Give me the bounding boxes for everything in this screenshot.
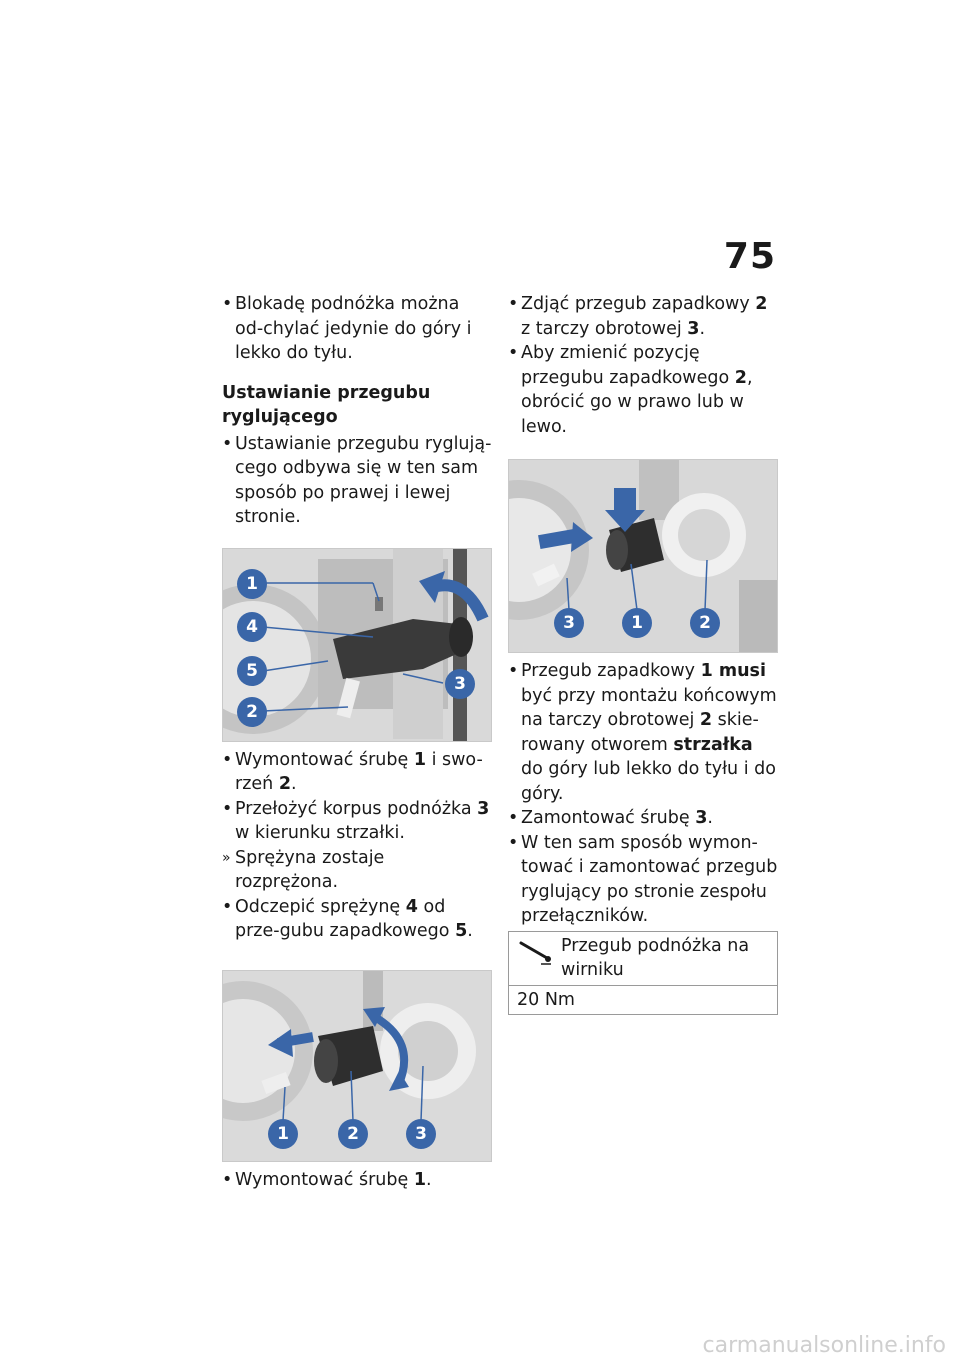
callout-3: 3	[406, 1119, 436, 1149]
bullet-glyph: •	[222, 749, 233, 770]
spec-label-cell	[509, 931, 778, 985]
callout-1: 1	[237, 569, 267, 599]
bullet-glyph: •	[222, 294, 233, 314]
bullet-glyph: •	[222, 433, 233, 454]
callout-2: 2	[338, 1119, 368, 1149]
figure-ratchet-joint	[222, 970, 492, 1162]
callout-3: 3	[554, 608, 584, 638]
spec-value: 20 Nm	[509, 985, 778, 1015]
page-number: 75	[723, 236, 776, 277]
list-item: • Odczepić sprężynę 4 od prze-gubu zapadkowego 5.	[222, 896, 473, 941]
figure-rotating-disc	[508, 459, 778, 653]
spec-label: Przegub podnóżka na wirniku	[561, 935, 750, 980]
list-item: • Przegub zapadkowy 1 musi być przy montażu końcowym na tarczy obrotowej 2 skie-rowany otworem strzałka do góry lub lekko do tyłu i do góry.	[508, 661, 777, 804]
result-item: » Sprężyna zostaje rozprężona.	[222, 847, 385, 892]
list-item: • Blokadę podnóżka można od-chylać jedynie do góry i lekko do tyłu.	[222, 294, 472, 363]
callout-2: 2	[690, 608, 720, 638]
result-glyph: »	[222, 849, 231, 866]
list-item: • Ustawianie przegubu ryglują-cego odbywa się w ten sam sposób po prawej i lewej stronie.	[222, 433, 492, 527]
list-item: • W ten sam sposób wymon-tować i zamontować przegub ryglujący po stronie zespołu przełączników.	[508, 832, 778, 926]
callout-5: 5	[237, 656, 267, 686]
callout-1: 1	[268, 1119, 298, 1149]
list-item: • Wymontować śrubę 1 i swo-rzeń 2.	[222, 749, 483, 794]
torque-spec-table	[508, 931, 778, 1016]
list-item: • Aby zmienić pozycję przegubu zapadkowego 2, obrócić go w prawo lub w lewo.	[508, 343, 753, 437]
bullet-glyph: •	[508, 343, 519, 363]
list-item: • Zamontować śrubę 3.	[508, 806, 778, 831]
watermark: carmanualsonline.info	[702, 1333, 946, 1358]
bullet-glyph: •	[508, 661, 519, 681]
right-column	[508, 292, 778, 1015]
list-item: • Wymontować śrubę 1.	[222, 1168, 492, 1193]
callout-2: 2	[237, 697, 267, 727]
bullet-glyph: •	[508, 808, 519, 828]
table-row	[509, 931, 778, 985]
bullet-glyph: •	[222, 1169, 233, 1190]
callout-3: 3	[445, 669, 475, 699]
torque-wrench-icon	[517, 940, 553, 966]
bullet-glyph: •	[508, 832, 519, 853]
list-item: • Zdjąć przegub zapadkowy 2 z tarczy obrotowej 3.	[508, 294, 768, 339]
bullet-glyph: •	[508, 294, 519, 314]
callout-1: 1	[622, 608, 652, 638]
list-item: • Przełożyć korpus podnóżka 3 w kierunku strzałki.	[222, 798, 490, 843]
callout-4: 4	[237, 612, 267, 642]
table-row	[509, 985, 778, 1015]
bullet-glyph: •	[222, 896, 233, 917]
section-heading: Ustawianie przegubu ryglującego	[222, 382, 431, 427]
figure-footrest-removal	[222, 548, 492, 742]
bullet-glyph: •	[222, 798, 233, 819]
left-column	[222, 292, 492, 1192]
